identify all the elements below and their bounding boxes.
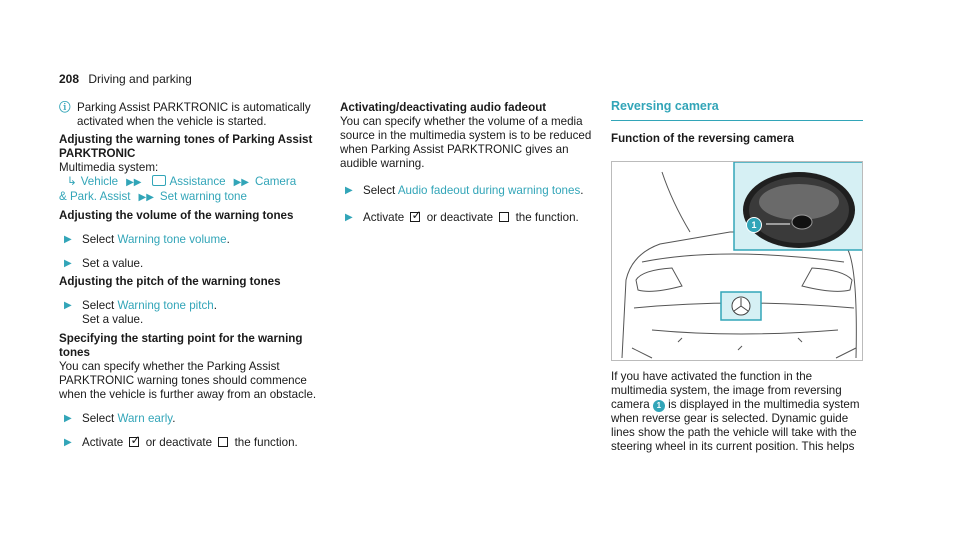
car-rear-illustration bbox=[612, 162, 863, 361]
menu-path-1 bbox=[59, 175, 324, 190]
step-text: Select bbox=[82, 299, 115, 312]
multimedia-label: Multimedia system: bbox=[59, 161, 159, 174]
link-audio-fadeout[interactable]: Audio fadeout during warning tones bbox=[397, 184, 581, 197]
info-icon: ⓘ bbox=[59, 101, 71, 114]
step-select-audio: ▶ Select Audio fadeout during warning tones. bbox=[340, 184, 600, 198]
chevron-icon: ▶▶ bbox=[233, 177, 249, 188]
link-camera[interactable]: Camera bbox=[254, 175, 297, 188]
link-set-warning-tone[interactable]: Set warning tone bbox=[159, 190, 247, 203]
return-arrow-icon: ↳ bbox=[67, 175, 77, 188]
step-arrow-icon: ▶ bbox=[64, 413, 72, 424]
step-text: the function. bbox=[515, 211, 579, 224]
heading-function: Function of the reversing camera bbox=[611, 132, 794, 145]
link-warn-early[interactable]: Warn early bbox=[117, 412, 173, 425]
car-icon bbox=[152, 175, 166, 186]
reversing-camera-illustration bbox=[611, 161, 863, 361]
step-arrow-icon: ▶ bbox=[64, 234, 72, 245]
link-warning-tone-volume[interactable]: Warning tone volume bbox=[117, 233, 227, 246]
info-note bbox=[59, 101, 324, 129]
caption-part: If you have activated the function in the multimedia system, the image from reversing camera bbox=[611, 370, 842, 411]
heading-adjust: Adjusting the warning tones of Parking Assist PARKTRONIC bbox=[59, 133, 313, 160]
step-arrow-icon: ▶ bbox=[345, 185, 353, 196]
step-arrow-icon: ▶ bbox=[64, 437, 72, 448]
caption-text bbox=[611, 370, 863, 454]
step-text: Activate bbox=[82, 436, 124, 449]
callout-badge-1: 1 bbox=[746, 217, 762, 233]
step-text: Set a value. bbox=[82, 313, 144, 326]
step-text: Set a value. bbox=[82, 257, 144, 270]
checkbox-checked-icon[interactable] bbox=[129, 437, 139, 447]
heading-pitch: Adjusting the pitch of the warning tones bbox=[59, 275, 281, 288]
section-title: Driving and parking bbox=[88, 72, 192, 86]
starting-body: You can specify whether the Parking Assist PARKTRONIC warning tones should commence when the vehicle is further away from an obstacle. bbox=[59, 360, 317, 401]
link-vehicle[interactable]: Vehicle bbox=[80, 175, 119, 188]
step-text: the function. bbox=[234, 436, 298, 449]
checkbox-empty-icon[interactable] bbox=[218, 437, 228, 447]
step-text: Activate bbox=[363, 211, 405, 224]
step-activate-audio bbox=[340, 211, 600, 225]
checkbox-empty-icon[interactable] bbox=[499, 212, 509, 222]
menu-path-2 bbox=[59, 190, 324, 205]
step-select-pitch: ▶ Select Warning tone pitch. Set a value. bbox=[59, 299, 324, 327]
heading-volume: Adjusting the volume of the warning tones bbox=[59, 209, 294, 222]
step-arrow-icon: ▶ bbox=[64, 258, 72, 269]
chevron-icon: ▶▶ bbox=[126, 177, 142, 188]
note-text: Parking Assist PARKTRONIC is automatically activated when the vehicle is started. bbox=[77, 101, 311, 128]
step-text: or deactivate bbox=[145, 436, 213, 449]
column-right bbox=[611, 101, 863, 454]
heading-audio: Activating/deactivating audio fadeout bbox=[340, 101, 547, 114]
link-assistance[interactable]: Assistance bbox=[169, 175, 226, 188]
step-select-warn-early: ▶ Select Warn early. bbox=[59, 412, 324, 426]
step-arrow-icon: ▶ bbox=[64, 300, 72, 311]
step-set-value bbox=[59, 257, 324, 271]
page-number: 208 bbox=[59, 72, 80, 86]
heading-starting: Specifying the starting point for the warning tones bbox=[59, 332, 303, 359]
section-heading-reversing-camera: Reversing camera bbox=[611, 99, 863, 121]
page-header bbox=[59, 72, 192, 86]
step-select-volume: ▶ Select Warning tone volume. bbox=[59, 233, 324, 247]
step-arrow-icon: ▶ bbox=[345, 212, 353, 223]
step-text: Select bbox=[82, 412, 115, 425]
link-warning-tone-pitch[interactable]: Warning tone pitch bbox=[117, 299, 214, 312]
link-park-assist[interactable]: & Park. Assist bbox=[59, 190, 131, 203]
checkbox-checked-icon[interactable] bbox=[410, 212, 420, 222]
audio-body: You can specify whether the volume of a media source in the multimedia system is to be reduced when Parking Assist PARKTRONIC gives an audible warning. bbox=[340, 115, 592, 170]
column-middle bbox=[340, 101, 600, 225]
step-text: Select bbox=[82, 233, 115, 246]
step-activate bbox=[59, 436, 324, 450]
step-text: or deactivate bbox=[426, 211, 494, 224]
column-left bbox=[59, 101, 324, 450]
chevron-icon: ▶▶ bbox=[138, 192, 154, 203]
caption-part: is displayed in the multimedia system when reverse gear is selected. Dynamic guide lines show the path the vehicle will take with the steering wheel in its current position. This helps bbox=[611, 398, 860, 453]
step-text: Select bbox=[363, 184, 396, 197]
inline-badge-1: 1 bbox=[653, 400, 665, 412]
